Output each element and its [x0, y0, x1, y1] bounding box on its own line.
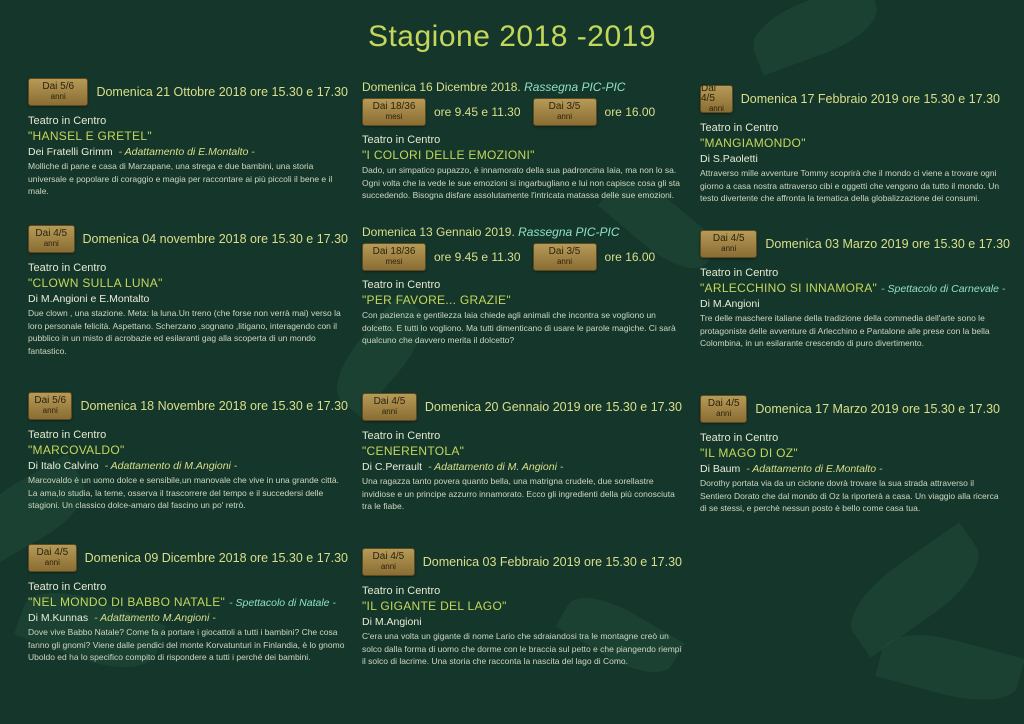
description: C'era una volta un gigante di nome Lario che sdraiandosi tra le montagne creò un solco dalla forma di uomo che dorme con le braccia sul petto e che piangendo riempì il solco di lacrime. Una storia che racconta la nascita del lago di Como. — [362, 631, 682, 666]
show-title: "IL GIGANTE DEL LAGO" — [362, 599, 507, 613]
description: Tre delle maschere italiane della tradizione della commedia dell'arte sono le protagoniste delle avventure di Arlecchino e Pantalone alle prese con la bella Colombina, in un esilarante crescendo di puro divertimento. — [700, 313, 990, 348]
show-title: "PER FAVORE... GRAZIE" — [362, 293, 511, 307]
show-time: ore 16.00 — [604, 250, 656, 264]
age-badge: Dai 4/5 anni — [362, 393, 417, 421]
venue: Teatro in Centro — [362, 279, 441, 291]
leaf-decoration — [875, 623, 1024, 712]
age-badge: Dai 3/5 anni — [533, 98, 597, 126]
show-date: Domenica 03 Marzo 2019 ore 15.30 e 17.30 — [765, 237, 1010, 251]
show-date: Domenica 18 Novembre 2018 ore 15.30 e 17.30 — [80, 399, 348, 413]
age-badge: Dai 4/5 anni — [700, 395, 747, 423]
venue: Teatro in Centro — [362, 134, 441, 146]
age-badge: Dai 4/5 anni — [28, 225, 75, 253]
show-title: "MARCOVALDO" — [28, 443, 125, 457]
show-time: ore 9.45 e 11.30 — [434, 105, 521, 119]
show-title: "NEL MONDO DI BABBO NATALE" - Spettacolo di Natale - — [28, 595, 336, 609]
show-date: Domenica 21 Ottobre 2018 ore 15.30 e 17.30 — [96, 85, 348, 99]
venue: Teatro in Centro — [362, 430, 441, 442]
show-date: Domenica 17 Febbraio 2019 ore 15.30 e 17.30 — [740, 92, 1000, 106]
show-time: ore 16.00 — [604, 105, 656, 119]
show-date: Domenica 17 Marzo 2019 ore 15.30 e 17.30 — [755, 402, 1000, 416]
show-date: Domenica 09 Dicembre 2018 ore 15.30 e 17.30 — [84, 551, 348, 565]
credit: Di M.Kunnas - Adattamento M.Angioni - — [28, 612, 216, 624]
age-badge: Dai 18/36 mesi — [362, 243, 426, 271]
description: Due clown , una stazione. Meta: la luna.Un treno (che forse non verrà mai) verso la loro personale felicità. Aspettano. Scherzano ,sognano ,litigano, interagendo con il pubblico in un misto di acrobazie ed esilaranti gag alla scoperta di un mondo fantastico. — [28, 308, 341, 356]
credit: Dei Fratelli Grimm - Adattamento di E.Montalto - — [28, 146, 255, 158]
show-date: Domenica 20 Gennaio 2019 ore 15.30 e 17.30 — [424, 400, 682, 414]
show-entry — [362, 225, 682, 347]
age-badge: Dai 5/6 anni — [28, 392, 72, 420]
credit: Di M.Angioni — [362, 616, 422, 628]
show-date: Domenica 04 novembre 2018 ore 15.30 e 17.30 — [82, 232, 348, 246]
description: Dorothy portata via da un ciclone dovrà trovare la sua strada attraverso il Sentiero Dorato che dal mondo di Oz la riporterà a casa. Un viaggio alla ricerca di se stessi, e perchè nessun posto è bello come casa tua. — [700, 478, 999, 513]
show-title: "IL MAGO DI OZ" — [700, 446, 798, 460]
show-date: Domenica 13 Gennaio 2019. Rassegna PIC-PIC — [362, 225, 620, 239]
show-title: "ARLECCHINO SI INNAMORA" - Spettacolo di Carnevale - — [700, 281, 1006, 295]
age-badge: Dai 4/5 anni — [700, 230, 757, 258]
age-badge: Dai 4/5 anni — [362, 548, 415, 576]
description: Una ragazza tanto povera quanto bella, una matrigna crudele, due sorellastre invidiose e un principe azzurro innamorato. Ecco gli ingredienti della più conosciuta tra le fiabe. — [362, 476, 675, 511]
description: Con pazienza e gentilezza Iaia chiede agli animali che incontra se vogliono un dolcetto. E tutti lo vogliono. Ma tutti dimenticano di usare le parole magiche. Ci sarà qualcuno che davvero merita il dolcetto? — [362, 310, 676, 345]
credit: Di Italo Calvino - Adattamento di M.Angioni - — [28, 460, 238, 472]
show-title: "MANGIAMONDO" — [700, 136, 806, 150]
age-badge: Dai 3/5 anni — [533, 243, 597, 271]
age-badge: Dai 18/36 mesi — [362, 98, 426, 126]
description: Dove vive Babbo Natale? Come fa a portare i giocattoli a tutti i bambini? Che cosa fanno gli gnomi? Viene dalle pendici del monte Korvatunturi in Finlandia, è lo gnomo Uboldo ed ha lo specifico compito di rispondere a tutti i perché dei bambini. — [28, 627, 345, 662]
show-entry — [700, 394, 1000, 515]
show-entry — [28, 391, 348, 512]
show-date: Domenica 16 Dicembre 2018. Rassegna PIC-PIC — [362, 80, 626, 94]
show-entry — [700, 229, 1010, 350]
show-entry — [362, 80, 682, 202]
description: Marcovaldo è un uomo dolce e sensibile,un manovale che vive in una grande città. La ama,lo studia, la teme, osserva il trascorrere del tempo e il succedersi delle stagioni. Un classico dolce-amaro dal fascino un po' retrò. — [28, 475, 339, 510]
show-title: "HANSEL E GRETEL" — [28, 129, 152, 143]
show-time: ore 9.45 e 11.30 — [434, 250, 521, 264]
venue: Teatro in Centro — [28, 115, 107, 127]
show-entry — [28, 224, 348, 357]
show-title: "I COLORI DELLE EMOZIONI" — [362, 148, 535, 162]
venue: Teatro in Centro — [28, 262, 107, 274]
show-entry — [700, 84, 1000, 205]
venue: Teatro in Centro — [700, 267, 779, 279]
age-badge: Dai 4/5 anni — [700, 85, 733, 113]
show-title: "CLOWN SULLA LUNA" — [28, 276, 163, 290]
show-entry — [28, 543, 348, 664]
show-entry — [362, 392, 682, 513]
description: Molliche di pane e casa di Marzapane, una strega e due bambini, una storia universale e popolare di coraggio e magia per raccontare ai più piccoli il bene e il male. — [28, 161, 333, 196]
venue: Teatro in Centro — [700, 432, 779, 444]
credit: Di M.Angioni — [700, 298, 760, 310]
description: Attraverso mille avventure Tommy scoprirà che il mondo ci viene a trovare ogni giorno a casa nostra attraverso cibi e oggetti che vengono da tutto il mondo. Un testo divertente che affronta la tematica della globalizzazione dei consumi. — [700, 168, 1000, 203]
credit: Di C.Perrault - Adattamento di M. Angioni - — [362, 461, 564, 473]
venue: Teatro in Centro — [362, 585, 441, 597]
venue: Teatro in Centro — [700, 122, 779, 134]
show-title: "CENERENTOLA" — [362, 444, 465, 458]
age-badge: Dai 5/6 anni — [28, 78, 88, 106]
age-badge: Dai 4/5 anni — [28, 544, 77, 572]
page-title: Stagione 2018 -2019 — [367, 20, 657, 53]
show-entry — [28, 77, 348, 198]
credit: Di Baum - Adattamento di E.Montalto - — [700, 463, 883, 475]
credit: Di S.Paoletti — [700, 153, 758, 165]
show-entry — [362, 547, 682, 668]
show-date: Domenica 03 Febbraio 2019 ore 15.30 e 17.30 — [422, 555, 682, 569]
venue: Teatro in Centro — [28, 429, 107, 441]
credit: Di M.Angioni e E.Montalto — [28, 293, 150, 305]
venue: Teatro in Centro — [28, 581, 107, 593]
description: Dado, un simpatico pupazzo, è innamorato della sua padroncina Iaia, ma non lo sa. Ogni volta che la vede le sue emozioni si ingarbugliano e lui non capisce cosa gli sta succedendo. Bisogna disfare assolutamente l'intricata matassa delle sue emozioni. — [362, 165, 680, 200]
